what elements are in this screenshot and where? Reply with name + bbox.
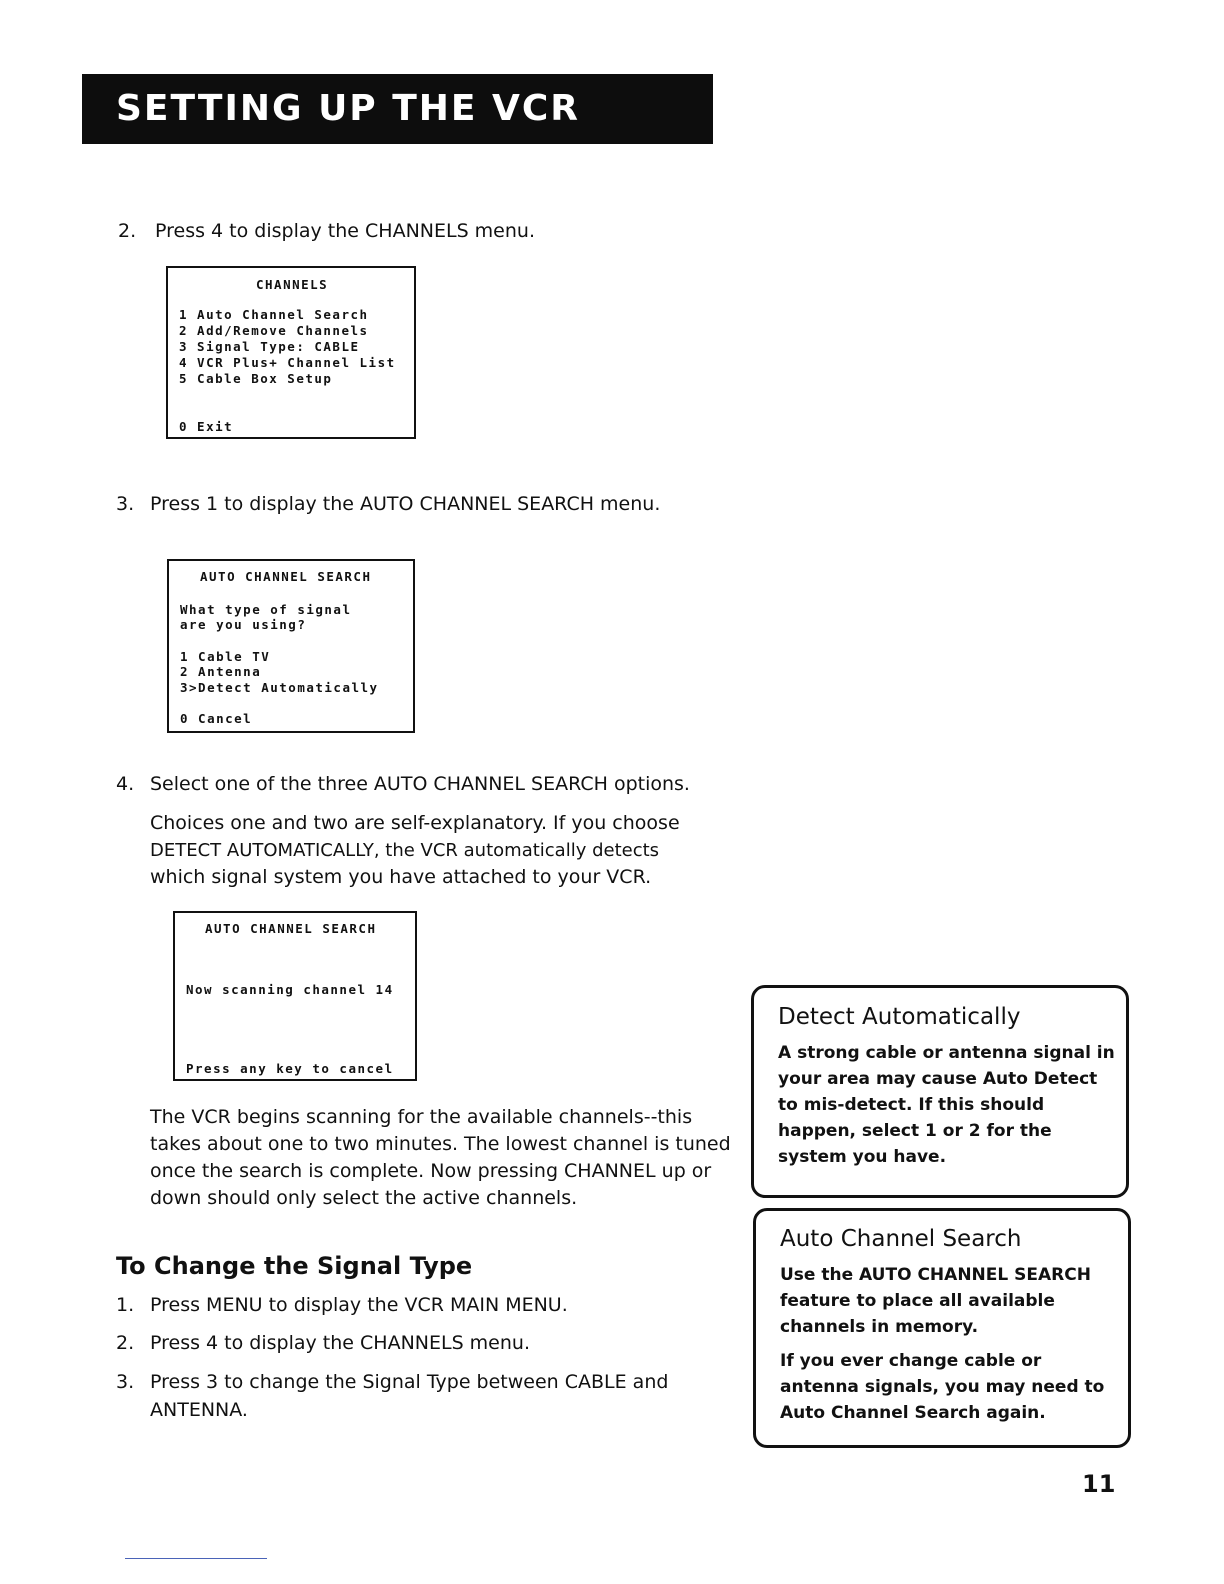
menu-title: AUTO CHANNEL SEARCH [200, 569, 372, 584]
menu-item: 2 Add/Remove Channels [179, 323, 369, 338]
step-number: 3. [116, 1371, 135, 1393]
step-text: Press 3 to change the Signal Type between CABLE and [150, 1371, 669, 1393]
sidebar-detect-automatically [751, 985, 1129, 1198]
step-text: Press 1 to display the AUTO CHANNEL SEARCH menu. [150, 493, 661, 515]
channels-menu-screen [166, 266, 416, 439]
menu-item: 3 Signal Type: CABLE [179, 339, 360, 354]
scan-hint: Press any key to cancel [186, 1061, 394, 1076]
sidebar-line: If you ever change cable or [780, 1351, 1042, 1371]
sidebar-body [778, 1040, 1115, 1170]
scanning-screen [173, 911, 417, 1081]
menu-question: What type of signal [180, 602, 352, 617]
paragraph-line: once the search is complete. Now pressing CHANNEL up or [150, 1160, 712, 1182]
menu-title: CHANNELS [256, 277, 329, 292]
sidebar-line: feature to place all available [780, 1291, 1055, 1311]
choices-paragraph [150, 810, 680, 891]
sidebar-line: system you have. [778, 1147, 947, 1167]
scan-paragraph [150, 1104, 731, 1212]
step-number: 2. [116, 1332, 135, 1354]
menu-option: 1 Cable TV [180, 649, 271, 664]
sidebar-line: A strong cable or antenna signal in [778, 1043, 1115, 1063]
paragraph-line: takes about one to two minutes. The lowest channel is tuned [150, 1133, 731, 1155]
step-text: Press 4 to display the CHANNELS menu. [155, 220, 535, 242]
menu-cancel: 0 Cancel [180, 711, 253, 726]
sidebar-title: Detect Automatically [778, 1004, 1021, 1030]
section-heading: To Change the Signal Type [116, 1252, 473, 1280]
sidebar-line: to mis-detect. If this should [778, 1095, 1045, 1115]
menu-option-selected: 3>Detect Automatically [180, 680, 379, 695]
paragraph-line: The VCR begins scanning for the available channels--this [150, 1106, 693, 1128]
page-title-banner [82, 74, 713, 144]
step-text: Select one of the three AUTO CHANNEL SEARCH options. [150, 773, 690, 795]
menu-exit: 0 Exit [179, 419, 234, 434]
paragraph-line: which signal system you have attached to your VCR. [150, 866, 652, 888]
step-text: Press MENU to display the VCR MAIN MENU. [150, 1294, 568, 1316]
scan-status: Now scanning channel 14 [186, 982, 394, 997]
step-number: 4. [116, 773, 135, 795]
step-number: 3. [116, 493, 135, 515]
menu-item: 4 VCR Plus+ Channel List [179, 355, 396, 370]
sidebar-auto-channel-search [753, 1208, 1131, 1448]
paragraph-line: DETECT AUTOMATICALLY, the VCR automatically detects [150, 840, 660, 861]
menu-option: 2 Antenna [180, 664, 262, 679]
sidebar-title: Auto Channel Search [780, 1226, 1022, 1252]
sidebar-line: your area may cause Auto Detect [778, 1069, 1098, 1089]
sidebar-line: channels in memory. [780, 1317, 979, 1337]
menu-item: 1 Auto Channel Search [179, 307, 369, 322]
sidebar-line: Auto Channel Search again. [780, 1403, 1046, 1423]
menu-question: are you using? [180, 617, 307, 632]
step-number: 1. [116, 1294, 135, 1316]
sidebar-line: Use the AUTO CHANNEL SEARCH [780, 1265, 1091, 1285]
auto-channel-search-menu-screen [167, 559, 415, 733]
sidebar-line: happen, select 1 or 2 for the [778, 1121, 1052, 1141]
menu-item: 5 Cable Box Setup [179, 371, 333, 386]
paragraph-line: Choices one and two are self-explanatory. If you choose [150, 812, 680, 834]
step-number: 2. [118, 220, 137, 242]
sidebar-line: antenna signals, you may need to [780, 1377, 1105, 1397]
page-number: 11 [1082, 1470, 1116, 1498]
screen-title: AUTO CHANNEL SEARCH [205, 921, 377, 936]
step-text: ANTENNA. [150, 1399, 248, 1421]
paragraph-line: down should only select the active channels. [150, 1187, 578, 1209]
sidebar-body [780, 1262, 1108, 1426]
footer-rule [125, 1558, 267, 1559]
step-text: Press 4 to display the CHANNELS menu. [150, 1332, 530, 1354]
page-title: SETTING UP THE VCR [116, 88, 581, 129]
